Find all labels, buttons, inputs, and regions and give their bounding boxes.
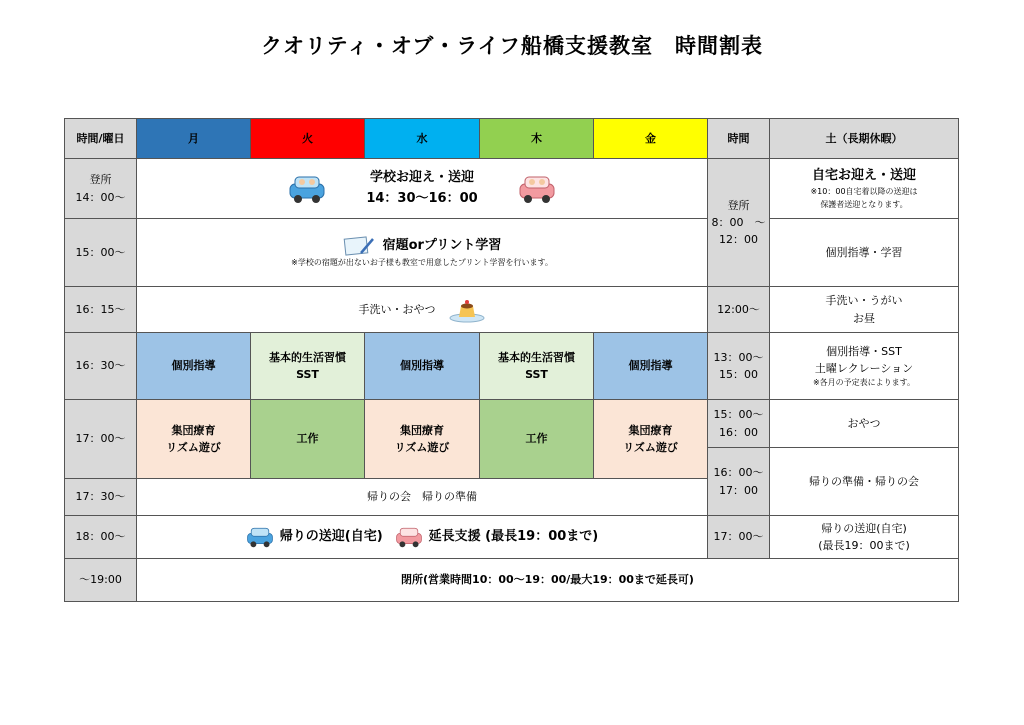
time-label: 登所 bbox=[89, 173, 112, 187]
sat-activity-cell: おやつ bbox=[770, 400, 959, 448]
sat-activity-label: お昼 bbox=[853, 311, 875, 325]
group-label: 集団療育 bbox=[628, 423, 673, 437]
row-1400 bbox=[65, 159, 959, 219]
group-label: 集団療育 bbox=[171, 423, 216, 437]
sst-label: SST bbox=[296, 368, 319, 381]
sat-time-label: 17：00 bbox=[719, 483, 758, 497]
row-1800 bbox=[65, 516, 959, 559]
time-cell: 17：00〜 bbox=[65, 400, 137, 479]
time-cell: 18：00〜 bbox=[65, 516, 137, 559]
sat-activity-note: ※各月の予定表によります。 bbox=[812, 377, 916, 387]
return-title: 帰りの送迎(自宅) bbox=[279, 528, 383, 544]
pickup-time: 14：30〜16：00 bbox=[366, 190, 478, 206]
header-row bbox=[65, 119, 959, 159]
group-label: リズム遊び bbox=[394, 441, 450, 454]
header-day-fri: 金 bbox=[594, 119, 708, 159]
sst-label: SST bbox=[525, 368, 548, 381]
pickup-title: 学校お迎え・送迎 bbox=[369, 170, 474, 186]
sat-time-cell: 12:00〜 bbox=[708, 287, 770, 333]
timetable bbox=[64, 118, 959, 602]
time-cell bbox=[65, 159, 137, 219]
sat-time-cell bbox=[708, 400, 770, 448]
blue-car-icon bbox=[288, 174, 326, 204]
sat-pickup-note: ※10：00自宅着以降の送迎は bbox=[810, 187, 918, 197]
time-cell: 16：15〜 bbox=[65, 287, 137, 333]
page-title: クオリティ・オブ・ライフ船橋支援教室 時間割表 bbox=[260, 34, 763, 58]
sat-time-cell bbox=[708, 448, 770, 516]
sat-activity-label: 土曜レクレーション bbox=[814, 361, 914, 375]
sat-activity-cell: 個別指導・学習 bbox=[770, 219, 959, 287]
time-cell: 17：30〜 bbox=[65, 479, 137, 516]
header-time: 時間 bbox=[708, 119, 770, 159]
mon-group bbox=[137, 400, 251, 479]
pudding-icon bbox=[448, 297, 486, 323]
header-day-tue: 火 bbox=[251, 119, 365, 159]
time-cell: 〜19:00 bbox=[65, 559, 137, 602]
snack-cell bbox=[137, 287, 708, 333]
closing-meeting-cell: 帰りの会 帰りの準備 bbox=[137, 479, 708, 516]
sat-time-label: 13：00〜 bbox=[713, 350, 764, 364]
homework-cell bbox=[137, 219, 708, 287]
row-1500 bbox=[65, 219, 959, 287]
sat-activity-cell bbox=[770, 159, 959, 219]
mon-individual: 個別指導 bbox=[137, 333, 251, 400]
row-1615 bbox=[65, 287, 959, 333]
header-day-mon: 月 bbox=[137, 119, 251, 159]
group-label: リズム遊び bbox=[166, 441, 221, 454]
sat-time-label: 16：00 bbox=[719, 425, 758, 439]
sat-time-label: 8：00 〜 bbox=[711, 215, 766, 229]
thu-sst bbox=[480, 333, 594, 400]
return-cell bbox=[137, 516, 708, 559]
group-label: リズム遊び bbox=[623, 441, 678, 454]
sat-activity-label: 帰りの送迎(自宅) bbox=[821, 521, 907, 535]
sat-time-label: 15：00 bbox=[719, 368, 758, 381]
fri-group bbox=[594, 400, 708, 479]
row-1700 bbox=[65, 400, 959, 448]
wed-group bbox=[365, 400, 480, 479]
pickup-cell bbox=[137, 159, 708, 219]
wed-individual: 個別指導 bbox=[365, 333, 480, 400]
sat-activity-cell bbox=[770, 516, 959, 559]
sat-activity-label: 個別指導・SST bbox=[826, 344, 902, 358]
tue-craft: 工作 bbox=[251, 400, 365, 479]
sat-activity-label: (最長19：00まで) bbox=[818, 539, 910, 552]
sat-pickup-title: 自宅お迎え・送迎 bbox=[811, 168, 916, 184]
time-cell: 15：00〜 bbox=[65, 219, 137, 287]
homework-note: ※学校の宿題が出ないお子様も教室で用意したプリント学習を行います。 bbox=[291, 258, 553, 268]
sst-label: 基本的生活習慣 bbox=[498, 350, 575, 364]
extension-title: 延長支援 (最長19：00まで) bbox=[428, 528, 599, 544]
sat-time-cell bbox=[708, 333, 770, 400]
sat-activity-cell bbox=[770, 333, 959, 400]
sat-time-label: 12：00 bbox=[719, 233, 758, 247]
pink-car-icon bbox=[395, 526, 423, 548]
group-label: 集団療育 bbox=[400, 423, 444, 437]
header-day-wed: 水 bbox=[365, 119, 480, 159]
sat-activity-label: 手洗い・うがい bbox=[825, 294, 903, 308]
homework-title: 宿題orプリント学習 bbox=[382, 238, 502, 254]
time-cell: 16：30〜 bbox=[65, 333, 137, 400]
blue-car-icon bbox=[246, 526, 274, 548]
closing-cell: 閉所(営業時間10：00〜19：00/最大19：00まで延長可) bbox=[137, 559, 959, 602]
sat-time-label: 登所 bbox=[727, 198, 750, 212]
sat-pickup-note: 保護者送迎となります。 bbox=[820, 199, 908, 209]
sat-activity-cell: 帰りの準備・帰りの会 bbox=[770, 448, 959, 516]
snack-title: 手洗い・おやつ bbox=[358, 302, 436, 316]
pink-car-icon bbox=[518, 174, 556, 204]
sat-time-cell bbox=[708, 159, 770, 287]
sat-activity-cell bbox=[770, 287, 959, 333]
thu-craft: 工作 bbox=[480, 400, 594, 479]
time-label: 14：00〜 bbox=[75, 190, 126, 204]
header-day-thu: 木 bbox=[480, 119, 594, 159]
sat-time-label: 15：00〜 bbox=[713, 408, 764, 422]
notebook-pencil-icon bbox=[343, 235, 375, 257]
tue-sst bbox=[251, 333, 365, 400]
header-time-day: 時間/曜日 bbox=[65, 119, 137, 159]
sat-time-label: 16：00〜 bbox=[713, 466, 764, 480]
header-saturday: 土（長期休暇） bbox=[770, 119, 959, 159]
fri-individual: 個別指導 bbox=[594, 333, 708, 400]
sat-time-cell: 17：00〜 bbox=[708, 516, 770, 559]
row-1630 bbox=[65, 333, 959, 400]
sst-label: 基本的生活習慣 bbox=[269, 350, 346, 364]
row-1900 bbox=[65, 559, 959, 602]
